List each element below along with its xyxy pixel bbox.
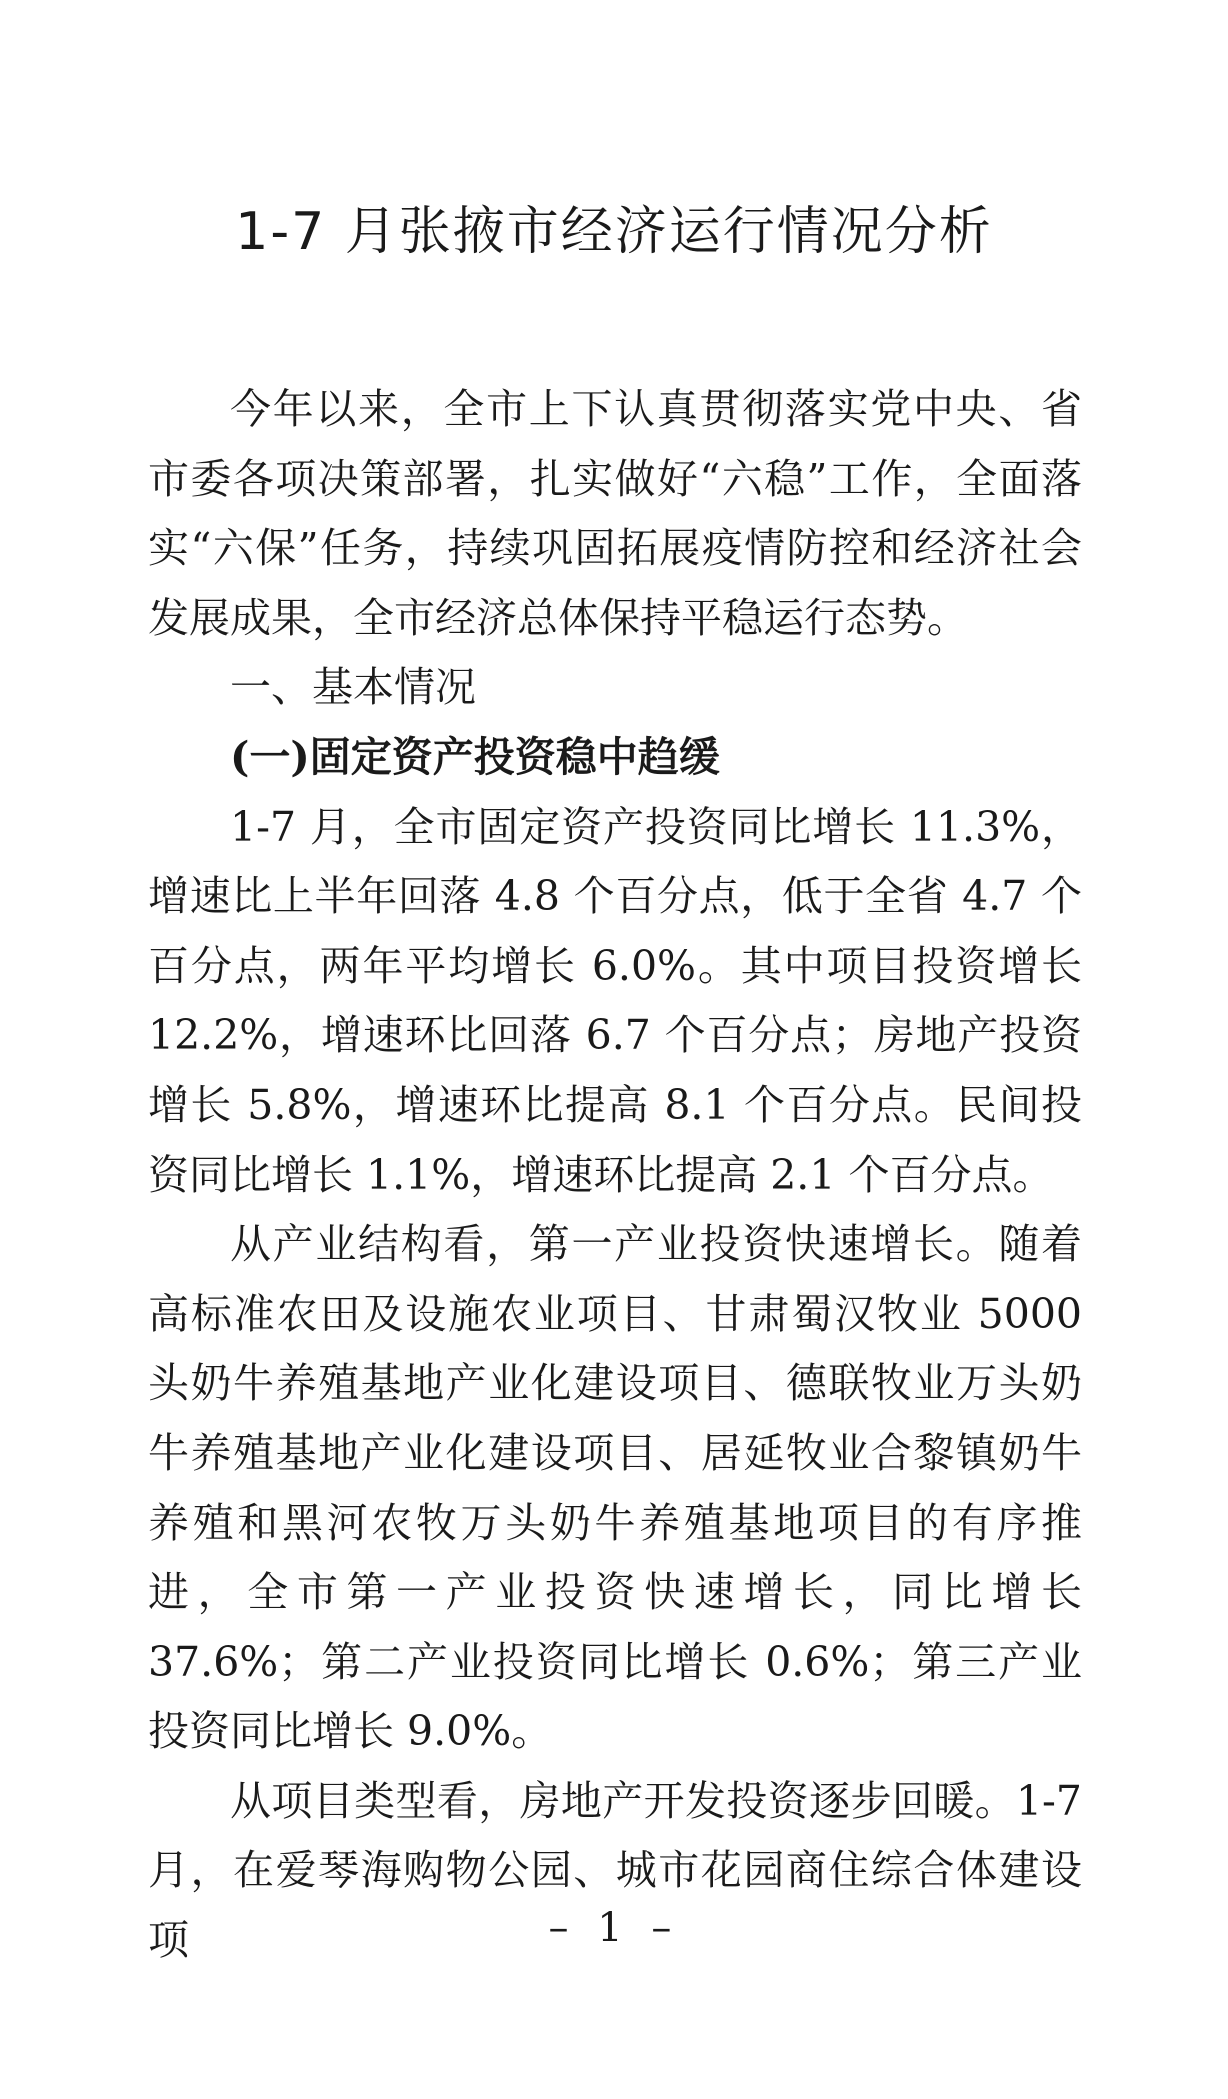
document-title: 1-7 月张掖市经济运行情况分析	[235, 202, 993, 262]
document-body	[148, 375, 1082, 1976]
section-heading: 一、基本情况	[230, 663, 476, 712]
paragraph-investment: 1-7 月，全市固定资产投资同比增长 11.3%，增速比上半年回落 4.8 个百分点，低于全省 4.7 个百分点，两年平均增长 6.0%。其中项目投资增长 12.2%，增速环比回落 6.7 个百分点；房地产投资增长 5.8%，增速环比提高 8.1 个百分点。民间投资同比增长 1.1%，增速环比提高 2.1 个百分点。	[148, 802, 1082, 1199]
page-number: – 1 –	[548, 1905, 680, 1951]
subsection-heading: (一)固定资产投资稳中趋缓	[230, 732, 720, 781]
paragraph-intro: 今年以来，全市上下认真贯彻落实党中央、省市委各项决策部署，扎实做好“六稳”工作，全面落实“六保”任务，持续巩固拓展疫情防控和经济社会发展成果，全市经济总体保持平稳运行态势。	[148, 385, 1082, 642]
paragraph-project-type: 从项目类型看，房地产开发投资逐步回暖。1-7 月，在爱琴海购物公园、城市花园商住综合体建设项	[148, 1776, 1082, 1965]
paragraph-industry-structure: 从产业结构看，第一产业投资快速增长。随着高标准农田及设施农业项目、甘肃蜀汉牧业 5000 头奶牛养殖基地产业化建设项目、德联牧业万头奶牛养殖基地产业化建设项目、居延牧业合黎镇奶牛养殖和黑河农牧万头奶牛养殖基地项目的有序推进，全市第一产业投资快速增长，同比增长 37.6%；第二产业投资同比增长 0.6%；第三产业投资同比增长 9.0%。	[148, 1220, 1082, 1756]
